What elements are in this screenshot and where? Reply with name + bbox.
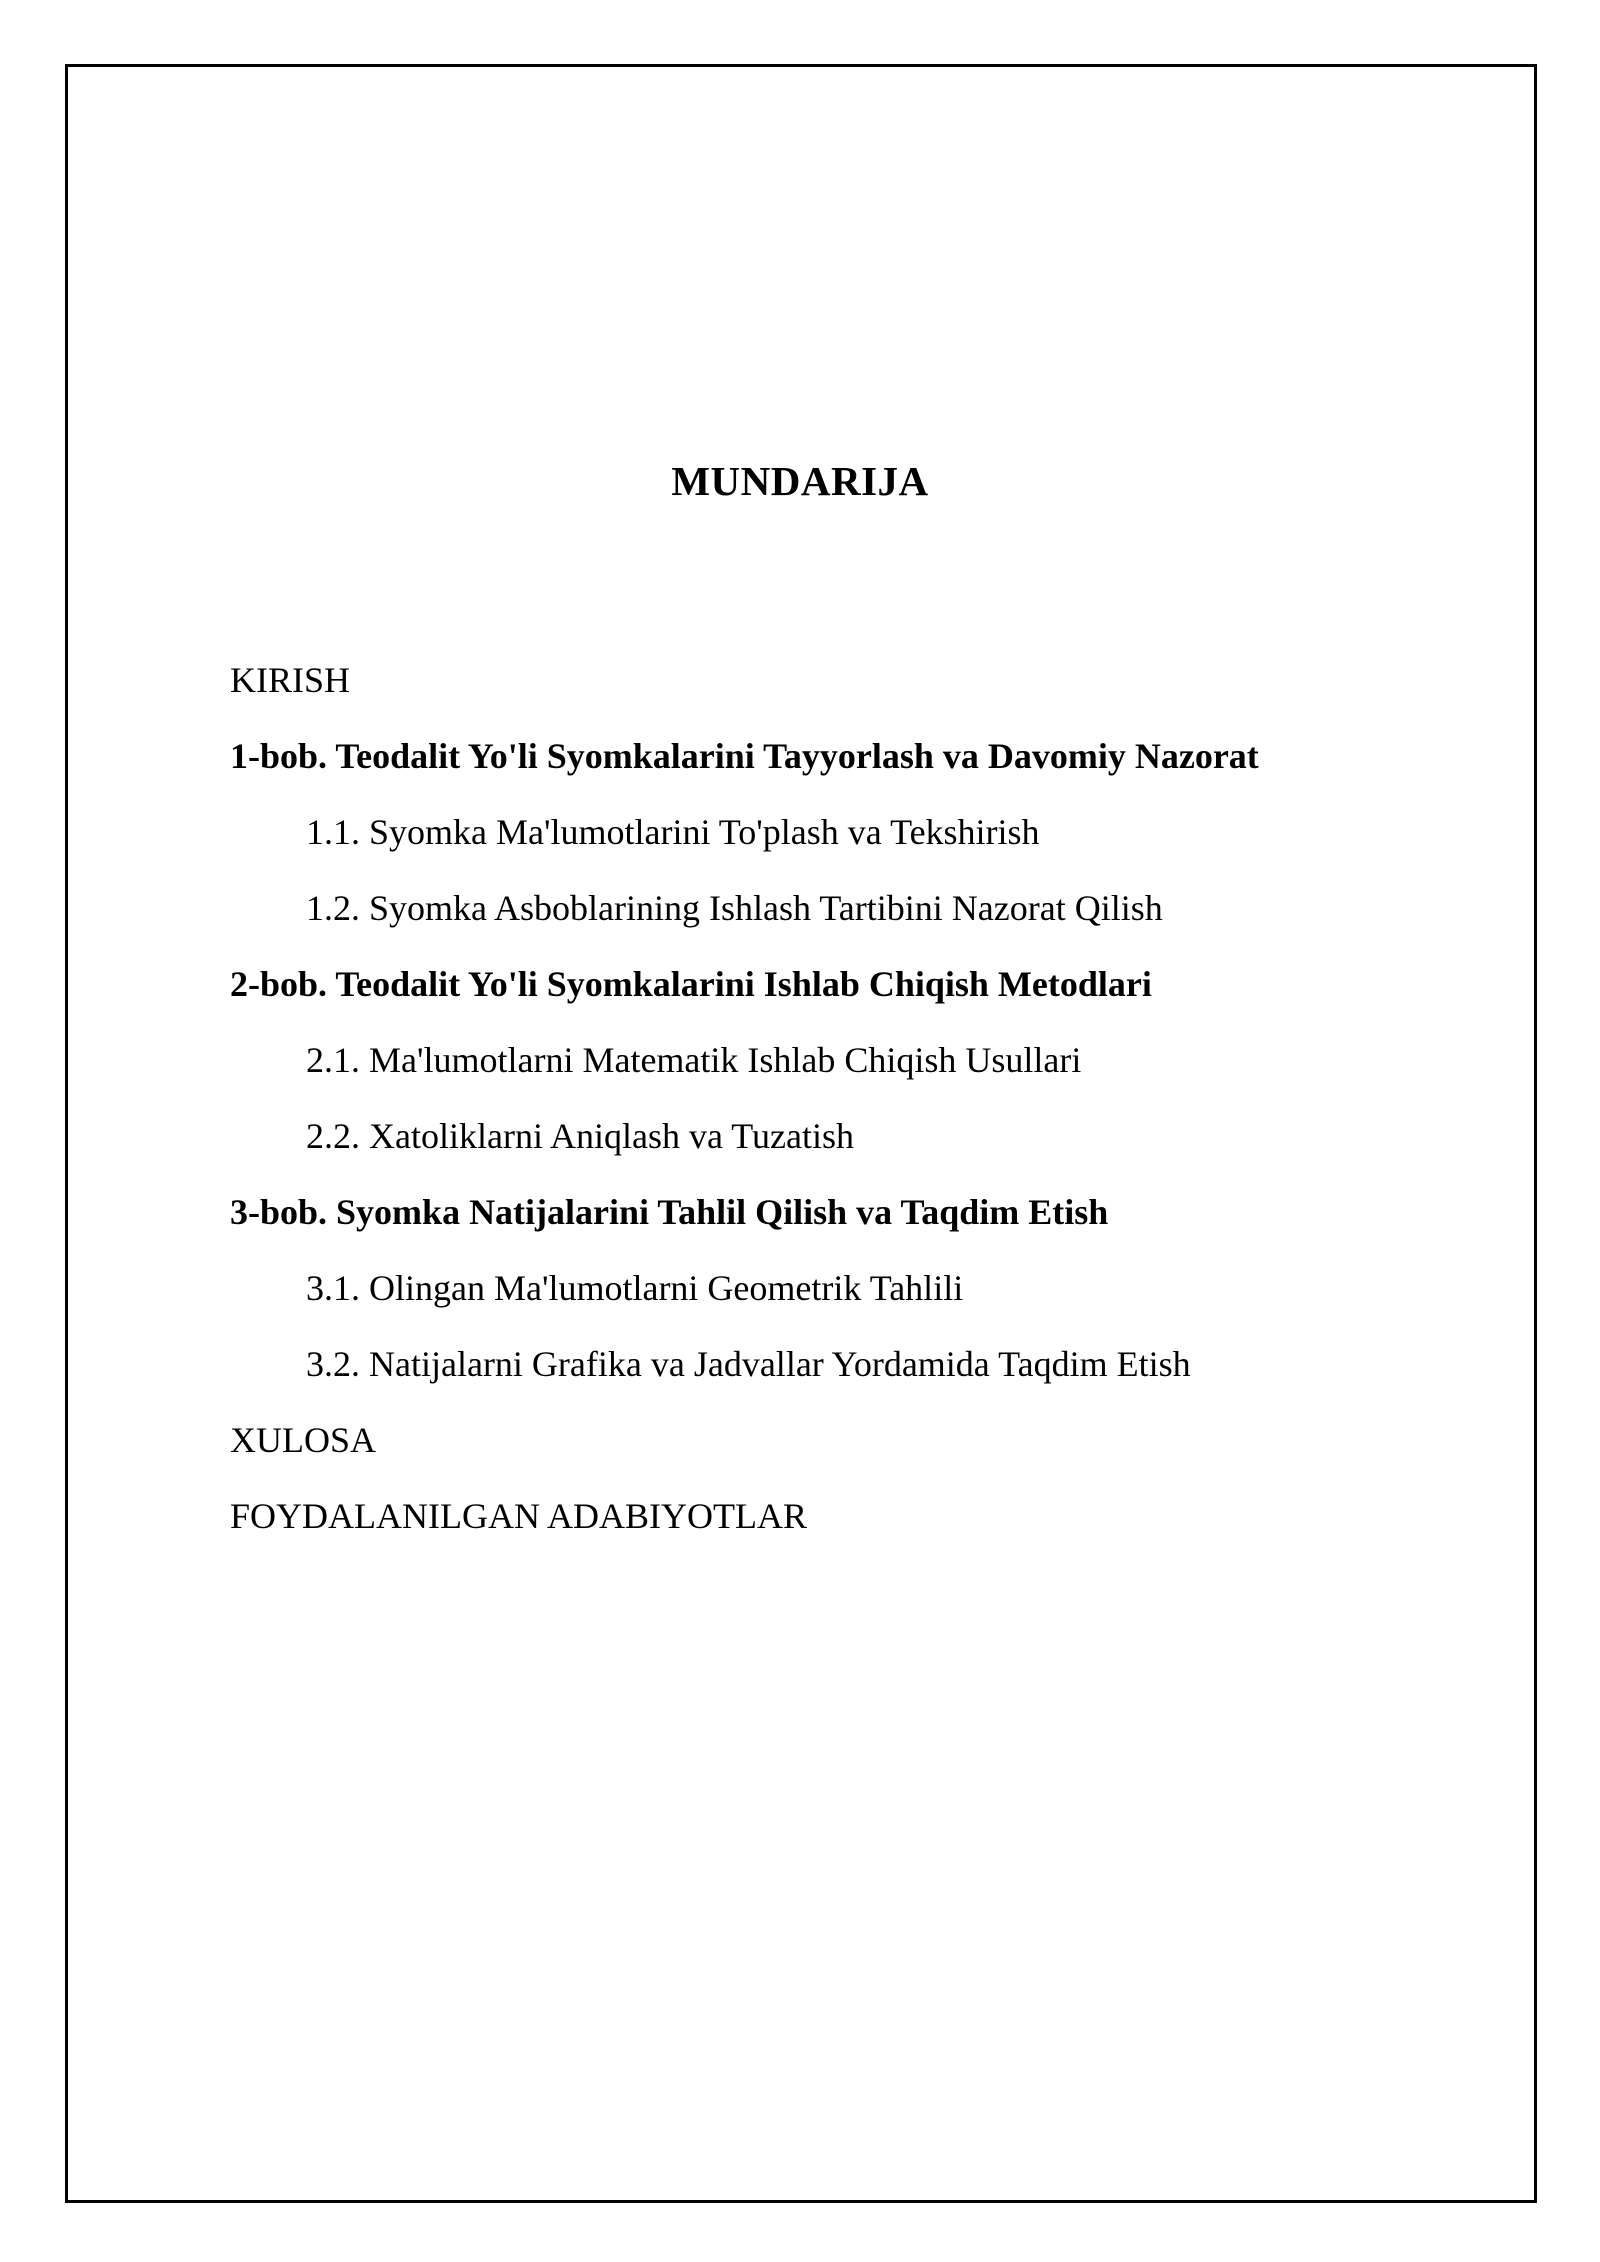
toc-entry-section-2-2: 2.2. Xatoliklarni Aniqlash va Tuzatish — [306, 1116, 854, 1156]
toc-entry-section-1-1: 1.1. Syomka Ma'lumotlarini To'plash va Tekshirish — [306, 812, 1040, 852]
toc-entry-references: FOYDALANILGAN ADABIYOTLAR — [230, 1496, 807, 1536]
toc-entry-chapter-3: 3-bob. Syomka Natijalarini Tahlil Qilish va Taqdim Etish — [230, 1192, 1109, 1232]
page-title: MUNDARIJA — [671, 458, 929, 504]
toc-entry-section-2-1: 2.1. Ma'lumotlarni Matematik Ishlab Chiqish Usullari — [306, 1040, 1082, 1080]
toc-entry-conclusion: XULOSA — [230, 1420, 377, 1460]
toc-entry-section-1-2: 1.2. Syomka Asboblarining Ishlash Tartibini Nazorat Qilish — [306, 888, 1163, 928]
toc-entry-chapter-1: 1-bob. Teodalit Yo'li Syomkalarini Tayyorlash va Davomiy Nazorat — [230, 736, 1259, 776]
toc-entry-section-3-2: 3.2. Natijalarni Grafika va Jadvallar Yordamida Taqdim Etish — [306, 1344, 1191, 1384]
toc-entry-introduction: KIRISH — [230, 660, 351, 700]
toc-entry-section-3-1: 3.1. Olingan Ma'lumotlarni Geometrik Tahlili — [306, 1268, 964, 1308]
table-of-contents — [230, 642, 1480, 1554]
toc-entry-chapter-2: 2-bob. Teodalit Yo'li Syomkalarini Ishlab Chiqish Metodlari — [230, 964, 1152, 1004]
